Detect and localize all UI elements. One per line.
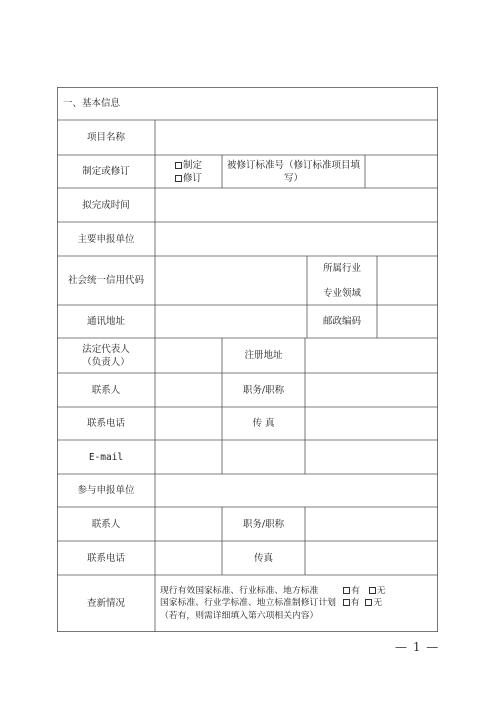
option-no[interactable]: 无 — [369, 585, 386, 598]
credit-code-label: 社会统一信用代码 — [67, 275, 144, 286]
revise-type-label: 制定或修订 — [82, 166, 130, 177]
project-name-label: 项目名称 — [86, 132, 125, 143]
participant-contact-label: 联系人 — [91, 518, 121, 530]
novelty-check-content — [155, 575, 438, 632]
participant-fax-label: 传真 — [253, 552, 273, 564]
registered-address-label: 注册地址 — [244, 350, 283, 361]
finish-time-label: 拟完成时间 — [82, 199, 130, 211]
check-row-note: （若有，则需详细填入第六项相关内容） — [160, 610, 319, 621]
check-row-plans: 国家标准、行业学标准、地立标准制修订计划 有 无 — [160, 598, 383, 609]
option-revise[interactable]: 修订 — [175, 172, 202, 185]
checkbox-icon[interactable] — [175, 175, 182, 182]
participant-phone-label: 联系电话 — [86, 552, 125, 564]
email-label: E-mail — [88, 451, 124, 463]
main-unit-label: 主要申报单位 — [77, 233, 135, 245]
job-title-label: 职务/职称 — [242, 384, 285, 396]
revise-type-options[interactable] — [155, 155, 222, 188]
novelty-check-label: 查新情况 — [86, 598, 125, 609]
option-no[interactable]: 无 — [365, 597, 382, 610]
check-row-current-standards: 现行有效国家标准、行业标准、地方标准 有 无 — [160, 585, 386, 596]
industry-label: 所属行业 — [322, 263, 361, 274]
legal-representative-label: 法定代表人（负责人） — [82, 343, 130, 368]
address-label: 通讯地址 — [86, 316, 125, 327]
option-yes[interactable]: 有 — [343, 597, 360, 610]
checkbox-icon[interactable] — [343, 587, 350, 594]
participant-job-title-label: 职务/职称 — [242, 518, 285, 530]
option-yes[interactable]: 有 — [343, 585, 360, 598]
checkbox-icon[interactable] — [175, 162, 182, 169]
postcode-label: 邮政编码 — [322, 316, 361, 327]
section-title: 一、基本信息 — [63, 98, 121, 109]
fax-label: 传 真 — [252, 418, 275, 429]
contact-label: 联系人 — [91, 384, 121, 396]
page-number: — 1 — — [395, 640, 440, 654]
field-label: 专业领域 — [322, 287, 361, 299]
checkbox-icon[interactable] — [343, 599, 350, 606]
checkbox-icon[interactable] — [365, 599, 372, 606]
application-form-table — [57, 87, 438, 632]
participant-unit-label: 参与申报单位 — [77, 485, 135, 496]
option-make[interactable]: 制定 — [175, 159, 202, 172]
checkbox-icon[interactable] — [369, 587, 376, 594]
phone-label: 联系电话 — [86, 418, 125, 429]
revised-standard-number-label: 被修订标准号（修订标准项目填写） — [226, 159, 360, 184]
